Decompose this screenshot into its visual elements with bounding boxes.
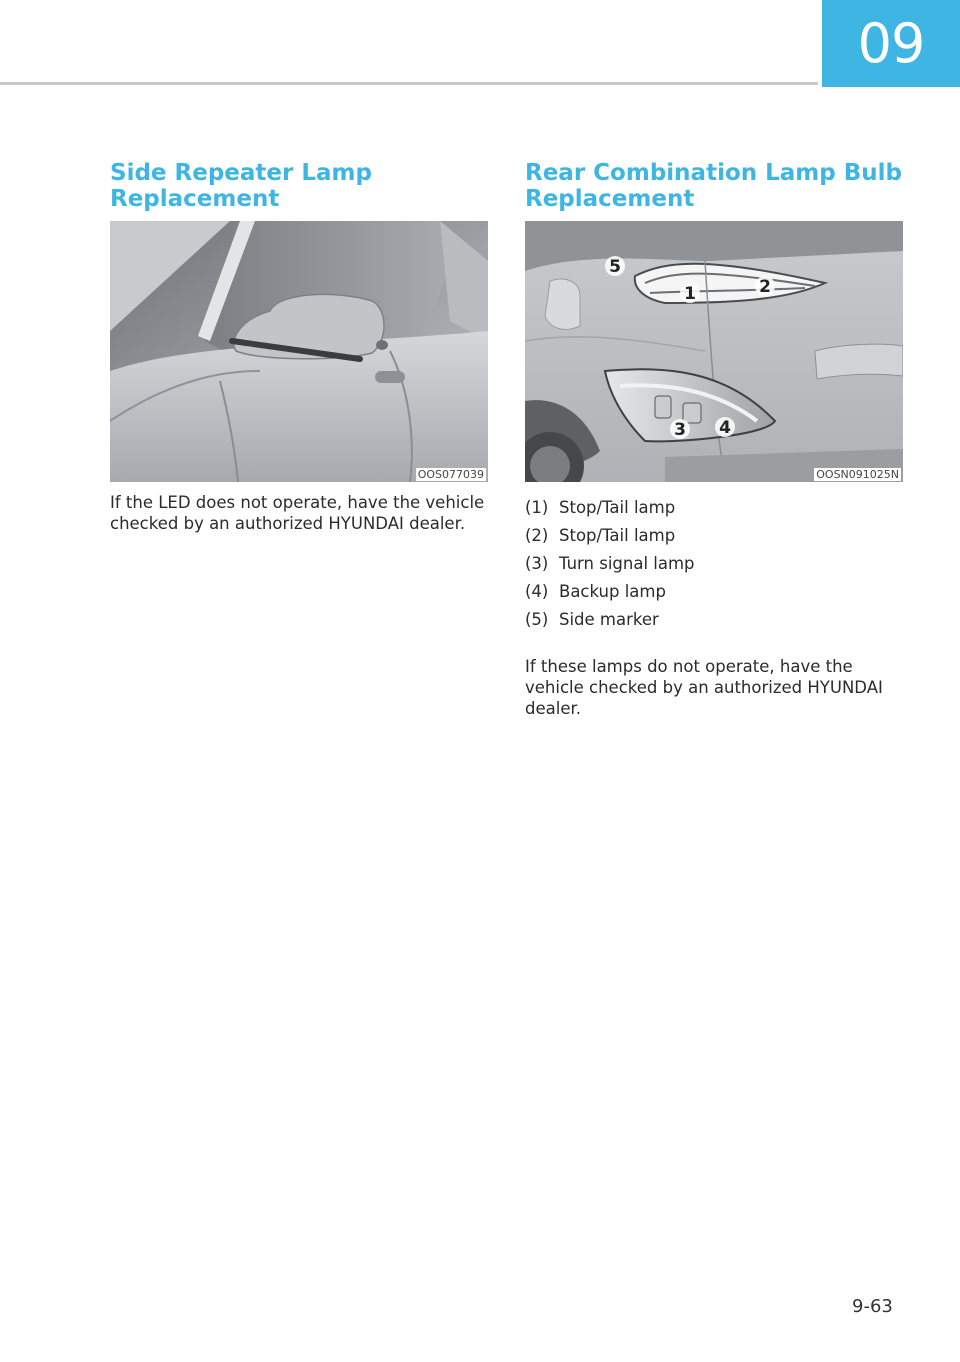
- side-repeater-section: [110, 160, 488, 534]
- section-title: Side Repeater Lamp Replacement: [110, 160, 372, 212]
- rear-lamp-figure: [525, 221, 903, 482]
- svg-text:2: 2: [759, 277, 771, 297]
- legend-label: Side marker: [559, 610, 659, 629]
- svg-text:3: 3: [674, 420, 686, 440]
- rear-combination-section: [525, 160, 903, 719]
- legend-item: [525, 606, 903, 634]
- legend-item: [525, 522, 903, 550]
- legend-label: Stop/Tail lamp: [559, 526, 676, 545]
- side-repeater-figure: [110, 221, 488, 482]
- legend-number: (5): [525, 610, 549, 629]
- section-body: If the LED does not operate, have the vehicle checked by an authorized HYUNDAI dealer.: [110, 493, 485, 533]
- section-body: If these lamps do not operate, have the vehicle checked by an authorized HYUNDAI dealer.: [525, 657, 883, 718]
- lamp-legend: [525, 494, 903, 634]
- legend-label: Stop/Tail lamp: [559, 498, 676, 517]
- svg-text:4: 4: [719, 418, 731, 438]
- figure-code: OOSN091025N: [816, 468, 899, 481]
- figure-code: OOS077039: [417, 468, 484, 481]
- chapter-tab: 09: [822, 0, 960, 87]
- header-rule: [0, 82, 818, 85]
- side-mirror-illustration: [110, 221, 488, 482]
- legend-number: (3): [525, 554, 549, 573]
- legend-item: [525, 494, 903, 522]
- legend-item: [525, 550, 903, 578]
- section-title: Rear Combination Lamp Bulb Replacement: [525, 160, 902, 212]
- legend-item: [525, 578, 903, 606]
- svg-text:5: 5: [609, 257, 621, 277]
- legend-number: (1): [525, 498, 549, 517]
- legend-number: (2): [525, 526, 549, 545]
- svg-text:1: 1: [684, 284, 696, 304]
- legend-label: Turn signal lamp: [559, 554, 695, 573]
- page-number: 9-63: [852, 1296, 893, 1317]
- legend-label: Backup lamp: [559, 582, 666, 601]
- legend-number: (4): [525, 582, 549, 601]
- rear-lamp-illustration: [525, 221, 903, 482]
